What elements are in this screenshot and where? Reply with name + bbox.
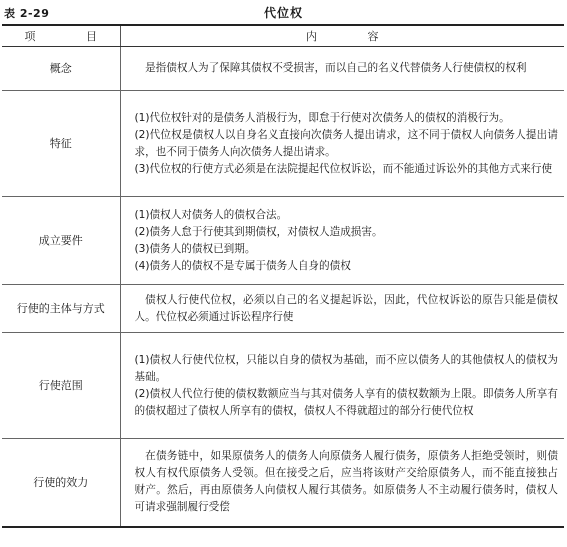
content-paragraph: (3)债务人的债权已到期。 <box>134 242 256 255</box>
table-row <box>2 333 564 439</box>
table-row <box>2 91 564 197</box>
row-item-effect: 行使的效力 <box>2 439 120 527</box>
header-item: 项 目 <box>2 25 120 47</box>
table-row <box>2 47 564 91</box>
table-caption <box>0 0 567 24</box>
row-content-requirements <box>120 197 564 285</box>
content-paragraph: (2)债务人怠于行使其到期债权，对债权人造成损害。 <box>134 225 383 238</box>
content-paragraph: (1)代位权针对的是债务人消极行为，即怠于行使对次债务人的债权的消极行为。 <box>134 111 510 124</box>
header-content: 内 容 <box>120 25 564 47</box>
row-item-features: 特征 <box>2 91 120 197</box>
row-content-subject-method <box>120 285 564 333</box>
row-item-subject-method: 行使的主体与方式 <box>2 285 120 333</box>
content-paragraph: 是指债权人为了保障其债权不受损害，而以自己的名义代替债务人行使债权的权利 <box>145 62 527 74</box>
content-paragraph: (2)代位权是债权人以自身名义直接向次债务人提出请求，这不同于债权人向债务人提出请求，也不同于债务人向次债务人提出请求。 <box>134 128 558 158</box>
content-paragraph: 在债务链中，如果原债务人的债务人向原债务人履行债务，原债务人拒绝受领时，则债权人有权代原债务人受领。但在接受之后，应当将该财产交给原债务人，而不能直接独占财产。然后，再由原债务人向债权人履行其债务。如原债务人不主动履行债务时，债权人可请求强制履行受偿 <box>134 450 558 514</box>
content-paragraph: (3)代位权的行使方式必须是在法院提起代位权诉讼，而不能通过诉讼外的其他方式来行使 <box>134 162 553 175</box>
row-content-concept <box>120 47 564 91</box>
table-row <box>2 285 564 333</box>
table-number: 表 2-29 <box>4 7 50 20</box>
row-content-effect <box>120 439 564 527</box>
content-paragraph: (1)债权人对债务人的债权合法。 <box>134 208 288 221</box>
row-item-scope: 行使范围 <box>2 333 120 439</box>
content-paragraph: (4)债务人的债权不是专属于债务人自身的债权 <box>134 259 351 272</box>
table-title: 代位权 <box>263 6 303 20</box>
row-item-requirements: 成立要件 <box>2 197 120 285</box>
content-paragraph: (2)债权人代位行使的债权数额应当与其对债务人享有的债权数额为上限。即债务人所享有的债权超过了债权人所享有的债权，债权人不得就超过的部分行使代位权 <box>134 387 558 417</box>
row-content-features <box>120 91 564 197</box>
table-row <box>2 439 564 527</box>
content-paragraph: 债权人行使代位权，必须以自己的名义提起诉讼，因此，代位权诉讼的原告只能是债权人。代位权必须通过诉讼程序行使 <box>134 293 558 323</box>
row-item-concept: 概念 <box>2 47 120 91</box>
content-paragraph: (1)债权人行使代位权，只能以自身的债权为基础，而不应以债务人的其他债权人的债权为基础。 <box>134 353 558 383</box>
subrogation-table <box>2 24 564 528</box>
table-row <box>2 197 564 285</box>
row-content-scope <box>120 333 564 439</box>
header-row <box>2 25 564 47</box>
